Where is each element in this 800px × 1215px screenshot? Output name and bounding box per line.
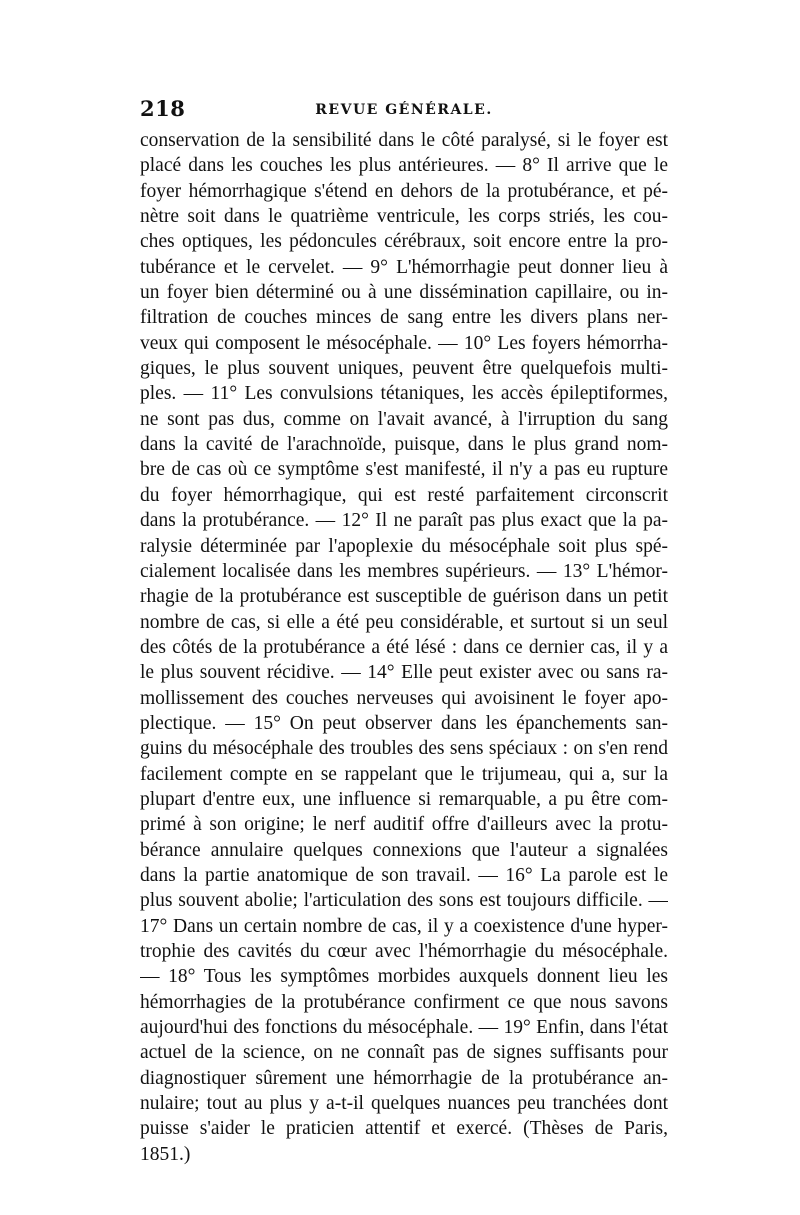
text-line: facilement compte en se rappelant que le trijumeau, qui a, sur la [140, 763, 668, 785]
text-line: foyer hémorrhagique s'étend en dehors de la protubérance, et pé- [140, 180, 668, 202]
text-line: giques, le plus souvent uniques, peuvent être quelquefois multi- [140, 358, 668, 380]
text-line: un foyer bien déterminé ou à une dissémination capillaire, ou in- [140, 282, 668, 304]
text-line: guins du mésocéphale des troubles des sens spéciaux : on s'en rend [140, 738, 668, 760]
text-line: nulaire; tout au plus y a-t-il quelques nuances peu tranchées dont [140, 1093, 668, 1115]
text-line: plus souvent abolie; l'articulation des sons est toujours difficile. — [140, 890, 668, 912]
book-page [140, 96, 668, 1167]
running-head: REVUE GÉNÉRALE. [315, 102, 493, 118]
text-line: placé dans les couches les plus antérieures. — 8° Il arrive que le [140, 155, 668, 177]
text-line: dans la partie anatomique de son travail. — 16° La parole est le [140, 864, 668, 886]
text-line: actuel de la science, on ne connaît pas de signes suffisants pour [140, 1042, 668, 1064]
text-line: primé à son origine; le nerf auditif offre d'ailleurs avec la protu- [140, 814, 668, 836]
text-line: veux qui composent le mésocéphale. — 10° Les foyers hémorrha- [140, 332, 668, 354]
text-line: puisse s'aider le praticien attentif et exercé. (Thèses de Paris, [140, 1118, 668, 1140]
page-header [140, 96, 668, 124]
text-line: filtration de couches minces de sang entre les divers plans ner- [140, 307, 668, 329]
text-line: du foyer hémorrhagique, qui est resté parfaitement circonscrit [140, 484, 668, 506]
text-line: le plus souvent récidive. — 14° Elle peut exister avec ou sans ra- [140, 662, 668, 684]
text-line: — 18° Tous les symptômes morbides auxquels donnent lieu les [140, 966, 668, 988]
text-line: mollissement des couches nerveuses qui avoisinent le foyer apo- [140, 687, 668, 709]
body-text [140, 128, 668, 1167]
text-line: tubérance et le cervelet. — 9° L'hémorrhagie peut donner lieu à [140, 256, 668, 278]
text-line: 17° Dans un certain nombre de cas, il y a coexistence d'une hyper- [140, 915, 668, 937]
text-line: ne sont pas dus, comme on l'avait avancé, à l'irruption du sang [140, 408, 668, 430]
page-number: 218 [140, 96, 186, 121]
text-line: diagnostiquer sûrement une hémorrhagie de la protubérance an- [140, 1067, 668, 1089]
text-line: ches optiques, les pédoncules cérébraux, soit encore entre la pro- [140, 231, 668, 253]
text-line: rhagie de la protubérance est susceptible de guérison dans un petit [140, 586, 668, 608]
text-line: trophie des cavités du cœur avec l'hémorrhagie du mésocéphale. [140, 941, 668, 962]
text-line: hémorrhagies de la protubérance confirment ce que nous savons [140, 991, 668, 1013]
text-line: ralysie déterminée par l'apoplexie du mésocéphale soit plus spé- [140, 535, 668, 557]
text-line: plectique. — 15° On peut observer dans les épanchements san- [140, 712, 668, 734]
text-line: conservation de la sensibilité dans le côté paralysé, si le foyer est [140, 130, 668, 151]
text-line: ples. — 11° Les convulsions tétaniques, les accès épileptiformes, [140, 383, 668, 405]
text-line: bérance annulaire quelques connexions que l'auteur a signalées [140, 839, 668, 861]
text-line: nètre soit dans le quatrième ventricule, les corps striés, les cou- [140, 206, 668, 228]
text-line: nombre de cas, si elle a été peu considérable, et surtout si un seul [140, 611, 668, 633]
text-line: cialement localisée dans les membres supérieurs. — 13° L'hémor- [140, 560, 668, 582]
text-line: dans la cavité de l'arachnoïde, puisque, dans le plus grand nom- [140, 434, 668, 456]
text-line: dans la protubérance. — 12° Il ne paraît pas plus exact que la pa- [140, 510, 668, 532]
text-line: plupart d'entre eux, une influence si remarquable, a pu être com- [140, 788, 668, 810]
text-line: aujourd'hui des fonctions du mésocéphale. — 19° Enfin, dans l'état [140, 1017, 668, 1039]
text-line: bre de cas où ce symptôme s'est manifesté, il n'y a pas eu rupture [140, 459, 668, 481]
text-line: des côtés de la protubérance a été lésé : dans ce dernier cas, il y a [140, 636, 668, 658]
text-line: 1851.) [140, 1143, 191, 1165]
